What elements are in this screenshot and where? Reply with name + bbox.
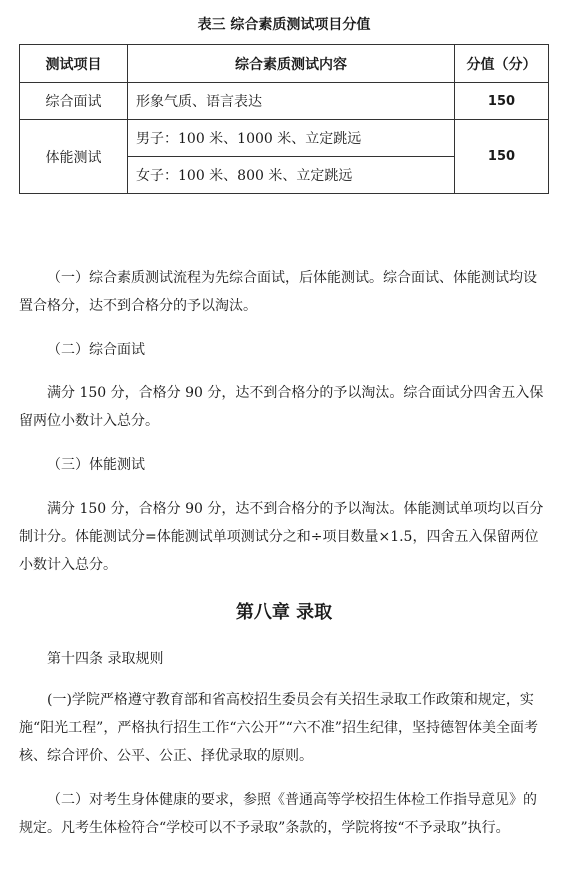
cell-score-interview: 150 [455, 83, 549, 120]
table-row [20, 120, 549, 157]
header-content: 综合素质测试内容 [128, 45, 455, 83]
heading-interview: （二）综合面试 [47, 342, 145, 358]
cell-content-female: 女子：100 米、800 米、立定跳远 [128, 157, 455, 194]
header-score: 分值（分） [455, 45, 549, 83]
paragraph-health: （二）对考生身体健康的要求，参照《普通高等学校招生体检工作指导意见》的规定。凡考生体检符合“学校可以不予录取”条款的，学院将按“不予录取”执行。 [19, 792, 537, 836]
paragraph-process: （一）综合素质测试流程为先综合面试，后体能测试。综合面试、体能测试均设置合格分，达不到合格分的予以淘汰。 [19, 270, 537, 314]
cell-content-male: 男子：100 米、1000 米、立定跳远 [128, 120, 455, 157]
table-caption: 表三 综合素质测试项目分值 [197, 17, 371, 33]
table-header-row [20, 45, 549, 83]
paragraph-interview: 满分 150 分，合格分 90 分，达不到合格分的予以淘汰。综合面试分四舍五入保留两位小数计入总分。 [19, 385, 544, 429]
cell-content-interview: 形象气质、语言表达 [128, 83, 455, 120]
cell-score-fitness: 150 [455, 120, 549, 194]
cell-item-fitness: 体能测试 [20, 120, 128, 194]
score-table [19, 44, 549, 194]
table-row [20, 83, 549, 120]
chapter-title: 第八章 录取 [235, 602, 333, 623]
heading-fitness: （三）体能测试 [47, 457, 145, 473]
header-item: 测试项目 [20, 45, 128, 83]
paragraph-fitness: 满分 150 分，合格分 90 分，达不到合格分的予以淘汰。体能测试单项均以百分制计分。体能测试分=体能测试单项测试分之和÷项目数量×1.5，四舍五入保留两位小数计入总分。 [19, 501, 544, 573]
article-title: 第十四条 录取规则 [47, 651, 164, 667]
paragraph-admission-rules: (一)学院严格遵守教育部和省高校招生委员会有关招生录取工作政策和规定，实施“阳光工程”，严格执行招生工作“六公开”“六不准”招生纪律，坚持德智体美全面考核、综合评价、公平、公正、择优录取的原则。 [19, 692, 538, 764]
cell-item-interview: 综合面试 [20, 83, 128, 120]
